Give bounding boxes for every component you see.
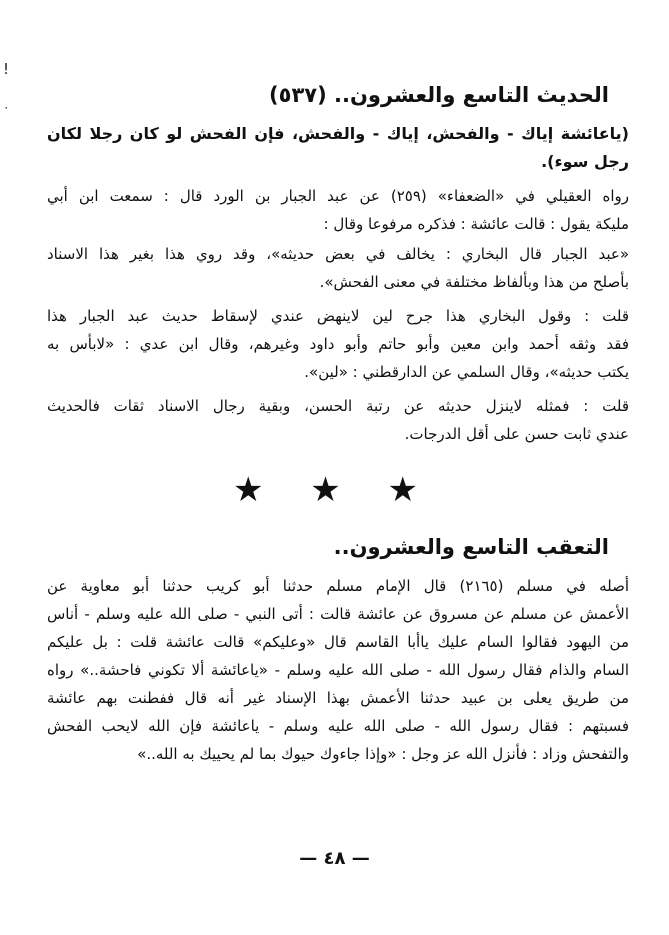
text-line: من طريق يعلى بن عبيد حدثنا الأعمش بهذا الإسناد غير أنه قال ففطنت بهم عائشة [47,689,629,707]
text-line: الأعمش عن مسلم عن مسروق عن عائشة قالت : أتى النبي - صلى الله عليه وسلم - أناس [47,605,629,623]
margin-mark: ٠ [3,100,10,114]
hadith-text [47,120,629,176]
text-line: قلت : وقول البخاري هذا جرح لين لاينهض عندي لإسقاط حديث عبد الجبار هذا [47,307,629,325]
paragraph-asl [47,572,629,768]
page-number: — ٤٨ — [299,848,370,869]
text-line: فسبتهم : فقال رسول الله - صلى الله عليه وسلم - ياعائشة فإن الله لايحب الفحش [47,717,629,735]
text-line: رجل سوء). [541,152,629,171]
paragraph-qultu-2 [47,392,629,448]
paragraph-qultu-1 [47,302,629,386]
text-line: بأصلح من هذا وبألفاظ مختلفة في معنى الفحش». [319,273,629,291]
text-line: عندي ثابت حسن على أقل الدرجات. [404,425,629,443]
taaqub-heading: التعقب التاسع والعشرون.. [333,535,609,559]
text-line: قلت : فمثله لاينزل حديثه عن رتبة الحسن، وبقية رجال الاسناد ثقات فالحديث [47,397,629,415]
text-line: رواه العقيلي في «الضعفاء» (٢٥٩) عن عبد الجبار بن الورد قال : سمعت ابن أبي [47,187,629,205]
hadith-heading: الحديث التاسع والعشرون.. (٥٣٧) [269,83,609,107]
paragraph-quote [47,240,629,296]
paragraph-uqayli [47,182,629,238]
text-line: مليكة يقول : قالت عائشة : فذكره مرفوعا وقال : [323,215,629,233]
text-line: (ياعائشة إياك - والفحش، إياك - والفحش، فإن الفحش لو كان رجلا لكان [47,124,629,143]
text-line: «عبد الجبار قال البخاري : يخالف في بعض حديثه»، وقد روي هذا بغير هذا الاسناد [47,245,629,263]
margin-mark: ! [3,60,10,78]
text-line: فقد وثقه أحمد وابن معين وأبو حاتم وأبو داود وغيرهم، وقال ابن عدي : «لابأس به [47,335,629,353]
text-line: السام والذام فقال رسول الله - صلى الله عليه وسلم - «ياعائشة ألا تكوني فاحشة..» رواه [47,661,629,679]
text-line: أصله في مسلم (٢١٦٥) قال الإمام مسلم حدثنا أبو كريب حدثنا أبو معاوية عن [47,577,629,595]
text-line: والتفحش وزاد : فأنزل الله عز وجل : «وإذا جاءوك حيوك بما لم يحييك به الله..» [137,745,629,763]
section-separator: ★ ★ ★ [232,470,437,510]
text-line: يكتب حديثه»، وقال السلمي عن الدارقطني : «لين». [304,363,629,381]
text-line: من اليهود فقالوا السام عليك ياأبا القاسم قال «وعليكم» قالت عائشة قلت : بل عليكم [47,633,629,651]
